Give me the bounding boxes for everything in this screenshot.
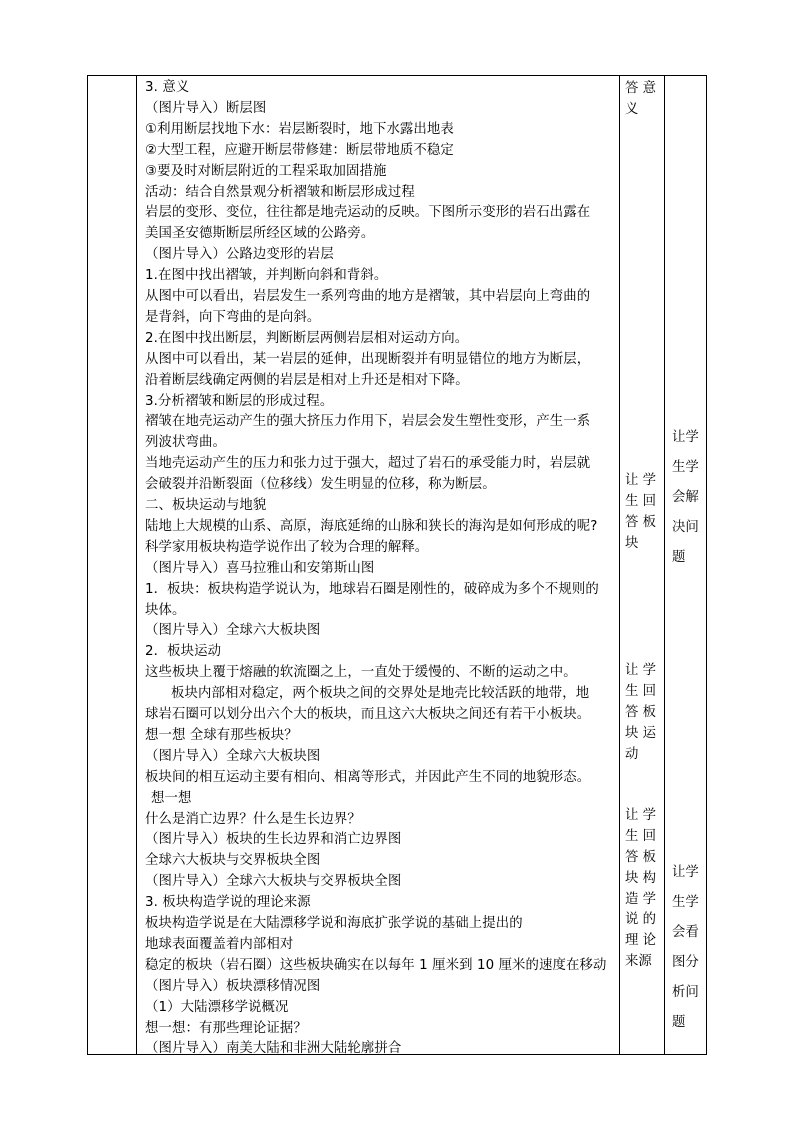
text-line: 从图中可以看出，岩层发生一系列弯曲的地方是褶皱，其中岩层向上弯曲的 [145, 289, 591, 304]
text-line: 活动：结合自然景观分析褶皱和断层形成过程 [145, 184, 415, 200]
cell-text-line: 题 [672, 1015, 686, 1030]
cell-text-line: 答 板 [625, 704, 657, 720]
text-line: 什么是消亡边界？什么是生长边界？ [145, 811, 361, 827]
cell-text-line: 生学 [672, 895, 699, 910]
text-line: 从图中可以看出，某一岩层的延伸，出现断裂并有明显错位的地方为断层， [145, 351, 591, 367]
text-line: 1．板块：板块构造学说认为，地球岩石圈是刚性的，破碎成为多个不规则的 [145, 581, 599, 597]
text-line: 块体。 [145, 602, 186, 618]
cell-text-line: 让学 [672, 865, 699, 880]
student-activity-cell [620, 76, 664, 1054]
cell-text-line: 让 学 [625, 473, 657, 488]
text-line: 想一想 全球有那些板块？ [145, 727, 298, 743]
text-line: 这些板块上覆于熔融的软流圈之上，一直处于缓慢的、不断的运动之中。 [145, 665, 577, 681]
cell-text-line: 答 意 [625, 81, 657, 96]
text-line: （图片导入）全球六大板块图 [145, 748, 321, 764]
text-line: 2．板块运动 [145, 644, 222, 660]
cell-text-line: 生 回 [625, 828, 657, 844]
cell-text-line: 析问 [672, 985, 699, 1000]
cell-text-line: 来源 [625, 954, 652, 970]
text-line: 沿着断层线确定两侧的岩层是相对上升还是相对下降。 [145, 372, 469, 388]
text-line: 板块间的相互运动主要有相向、相离等形式，并因此产生不同的地貌形态。 [145, 769, 591, 785]
cell-text-line: 答 板 [625, 514, 657, 530]
cell-text-line: 生 回 [625, 683, 657, 699]
design-purpose-block-2 [672, 858, 699, 1038]
cell-text-line: 块 构 [625, 870, 657, 886]
student-activity-block-4 [625, 806, 656, 973]
text-line: 陆地上大规模的山系、高原，海底延绵的山脉和狭长的海沟是如何形成的呢? [145, 518, 598, 534]
text-line: （图片导入）全球六大板块与交界板块全图 [145, 874, 402, 890]
design-purpose-cell [665, 76, 708, 1054]
text-line: （图片导入）全球六大板块图 [145, 623, 321, 639]
text-line: 褶皱在地壳运动产生的强大挤压力作用下，岩层会发生塑性变形，产生一系 [145, 414, 591, 430]
text-line: （图片导入）公路边变形的岩层 [145, 247, 334, 263]
text-line: ①利用断层找地下水：岩层断裂时，地下水露出地表 [145, 121, 454, 137]
cell-text-line: 造 学 [625, 891, 657, 907]
text-line: 科学家用板块构造学说作出了较为合理的解释。 [145, 539, 429, 555]
lesson-table [87, 75, 707, 1055]
student-activity-block-3 [625, 661, 656, 765]
text-line: 3. 意义 [145, 80, 190, 95]
text-line: ②大型工程，应避开断层带修建：断层带地质不稳定 [145, 142, 454, 158]
text-line: 3.分析褶皱和断层的形成过程。 [145, 393, 334, 409]
text-line: （图片导入）断层图 [145, 100, 267, 116]
cell-text-line: 生学 [672, 460, 699, 475]
student-activity-block-1 [625, 79, 656, 121]
text-line: 当地壳运动产生的压力和张力过于强大，超过了岩石的承受能力时，岩层就 [145, 456, 591, 472]
cell-text-line: 决问 [672, 520, 699, 535]
cell-text-line: 会解 [672, 490, 699, 505]
text-line: 会破裂并沿断裂面（位移线）发生明显的位移，称为断层。 [145, 477, 496, 493]
cell-text-line: 题 [672, 550, 686, 565]
cell-text-line: 让学 [672, 430, 699, 445]
text-line: ③要及时对断层附近的工程采取加固措施 [145, 163, 387, 179]
text-line: 3. 板块构造学说的理论来源 [145, 895, 311, 911]
text-line: （1）大陆漂移学说概况 [145, 999, 289, 1015]
text-line: （图片导入）南美大陆和非洲大陆轮廓拼合 [145, 1041, 402, 1057]
design-purpose-block-1 [672, 423, 699, 573]
text-line: （图片导入）喜马拉雅山和安第斯山图 [145, 560, 375, 576]
left-empty-cell [88, 76, 136, 1054]
cell-text-line: 块 运 [625, 725, 657, 741]
text-line: 1.在图中找出褶皱，并判断向斜和背斜。 [145, 268, 388, 284]
text-line: 列波状弯曲。 [145, 435, 226, 451]
text-line: 2.在图中找出断层，判断断层两侧岩层相对运动方向。 [145, 330, 469, 346]
text-line: 是背斜，向下弯曲的是向斜。 [145, 309, 321, 325]
cell-text-line: 义 [625, 101, 639, 117]
cell-text-line: 让 学 [625, 663, 657, 678]
teacher-activity-cell [137, 76, 619, 1057]
text-line: 地球表面覆盖着内部相对 [145, 936, 294, 952]
cell-text-line: 图分 [672, 955, 699, 970]
text-line: 板块构造学说是在大陆漂移学说和海底扩张学说的基础上提出的 [145, 916, 523, 931]
text-line: （图片导入）板块漂移情况图 [145, 978, 321, 994]
text-line: 板块内部相对稳定，两个板块之间的交界处是地壳比较活跃的地带，地 [171, 686, 590, 702]
text-line: 全球六大板块与交界板块全图 [145, 853, 321, 869]
text-line: 想一想 [151, 790, 192, 806]
cell-text-line: 块 [625, 535, 639, 551]
student-activity-block-2 [625, 471, 656, 555]
text-line: 美国圣安德斯断层所经区域的公路旁。 [145, 226, 375, 242]
text-line: 二、板块运动与地貌 [145, 498, 267, 513]
cell-text-line: 说 的 [625, 912, 657, 928]
text-line: 球岩石圈可以划分出六个大的板块，而且这六大板块之间还有若干小板块。 [145, 707, 591, 722]
cell-text-line: 理 论 [625, 933, 657, 949]
text-line: 岩层的变形、变位，往往都是地壳运动的反映。下图所示变形的岩石出露在 [145, 205, 591, 221]
cell-text-line: 生 回 [625, 493, 657, 509]
text-line: 稳定的板块（岩石圈）这些板块确实在以每年 1 厘米到 10 厘米的速度在移动 [145, 957, 607, 973]
cell-text-line: 动 [625, 746, 639, 762]
text-line: 想一想：有那些理论证据？ [145, 1020, 307, 1036]
text-line: （图片导入）板块的生长边界和消亡边界图 [145, 832, 402, 848]
cell-text-line: 答 板 [625, 849, 657, 865]
cell-text-line: 让 学 [625, 808, 657, 823]
cell-text-line: 会看 [672, 925, 699, 940]
